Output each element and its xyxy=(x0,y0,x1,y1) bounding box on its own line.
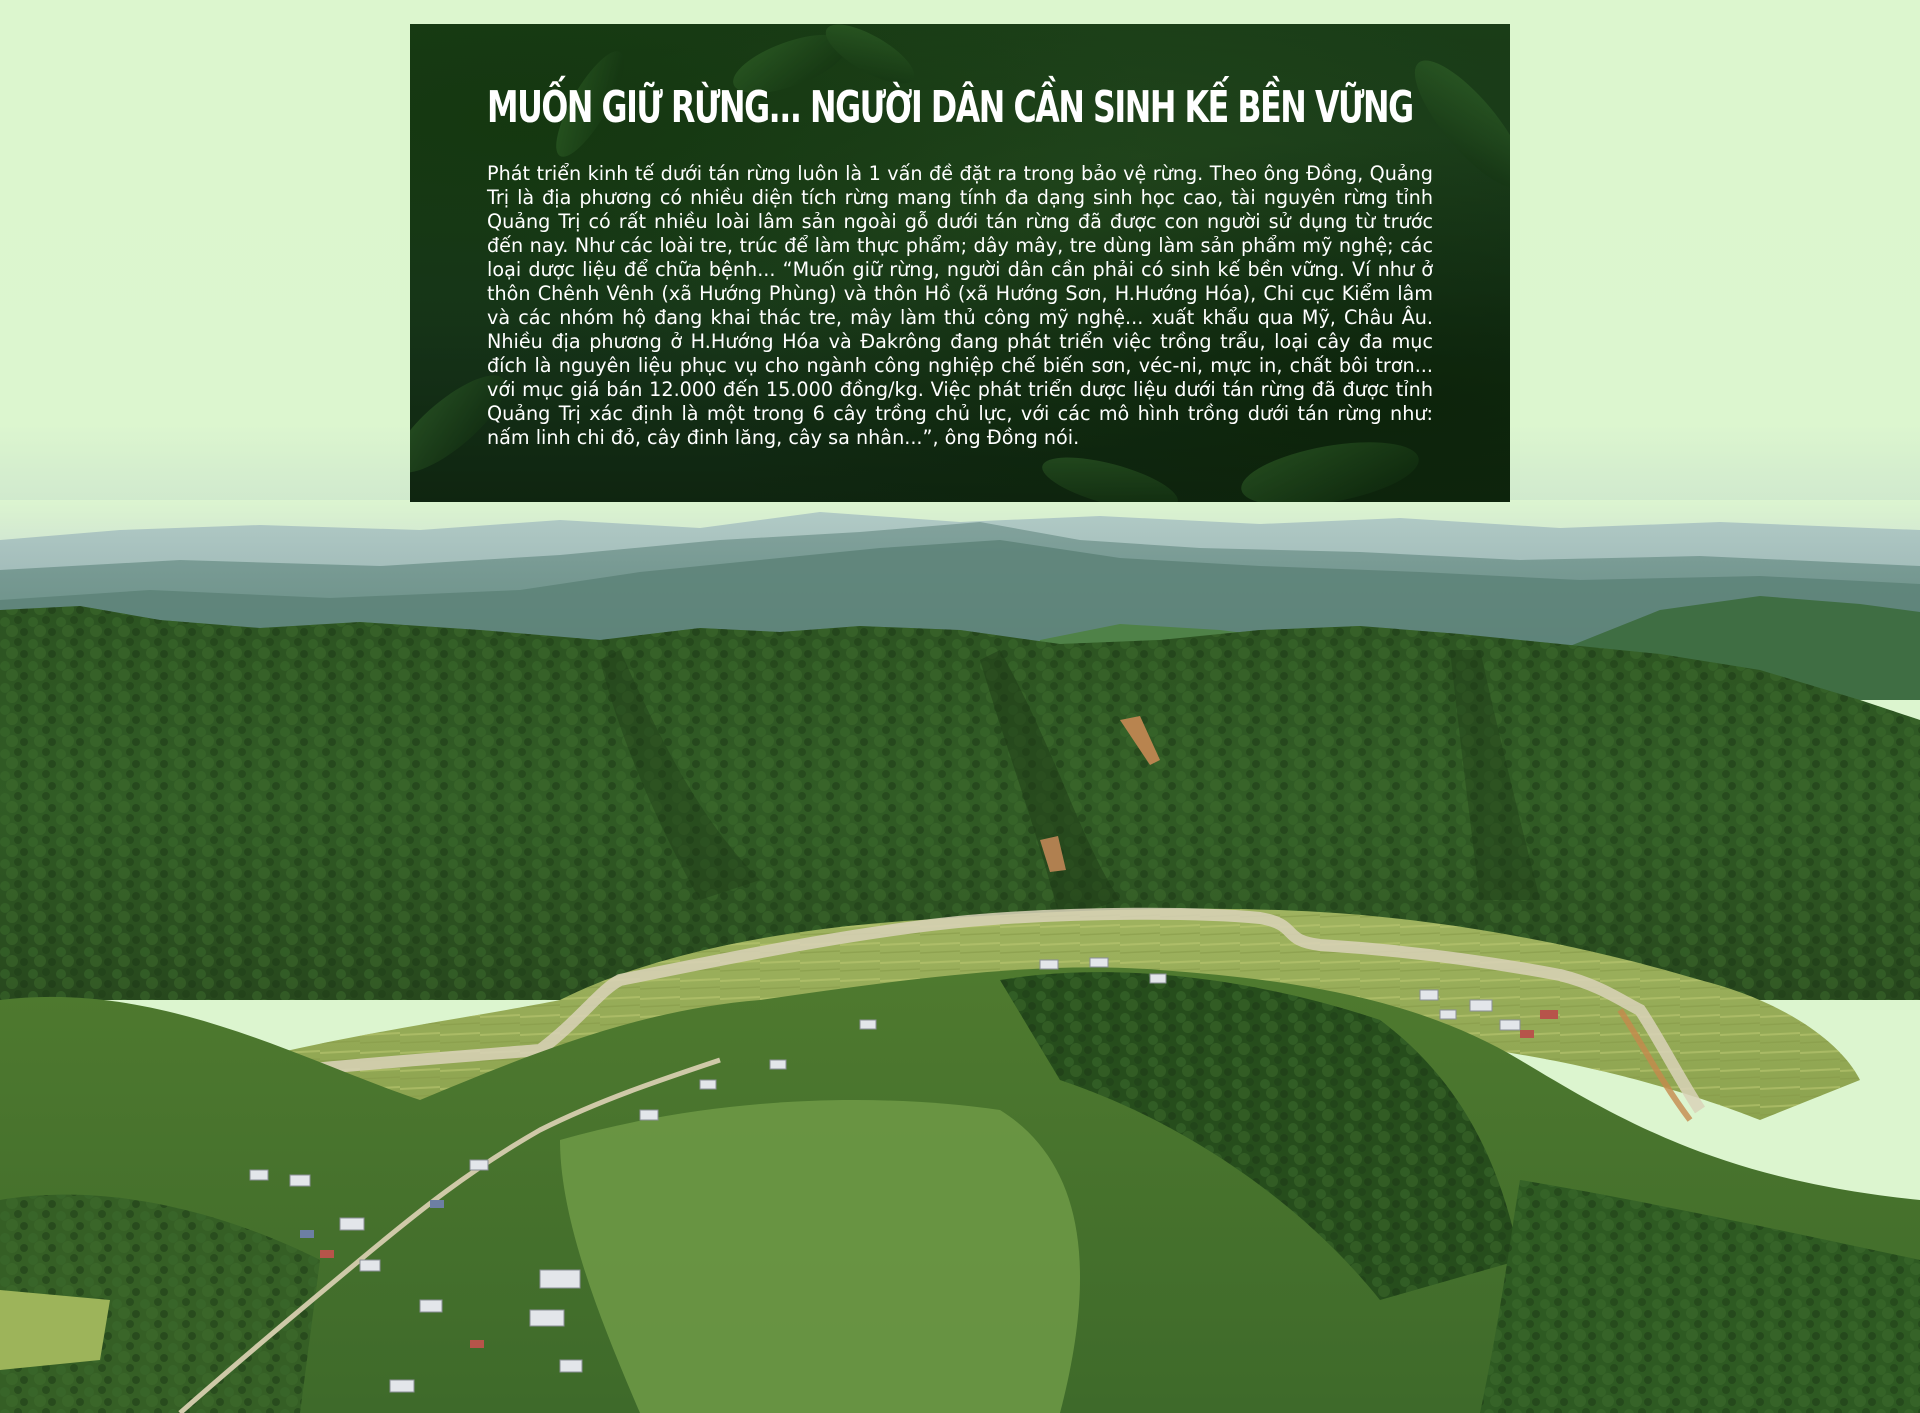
article-title: MUỐN GIỮ RỪNG... NGƯỜI DÂN CẦN SINH KẾ BỀN VỮNG xyxy=(487,82,1413,133)
article-panel xyxy=(410,24,1510,502)
article-body-paragraph: Phát triển kinh tế dưới tán rừng luôn là 1 vấn đề đặt ra trong bảo vệ rừng. Theo ông Đồng, Quảng Trị là địa phương có nhiều diện tích rừng mang tính đa dạng sinh học cao, tài nguyên rừng tỉnh Quảng Trị có rất nhiều loài lâm sản ngoài gỗ dưới tán rừng đã được con người sử dụng từ trước đến nay. Như các loài tre, trúc để làm thực phẩm; dây mây, tre dùng làm sản phẩm mỹ nghệ; các loại dược liệu để chữa bệnh... “Muốn giữ rừng, người dân cần phải có sinh kế bền vững. Ví như ở thôn Chênh Vênh (xã Hướng Phùng) và thôn Hồ (xã Hướng Sơn, H.Hướng Hóa), Chi cục Kiểm lâm và các nhóm hộ đang khai thác tre, mây làm thủ công mỹ nghệ... xuất khẩu qua Mỹ, Châu Âu. Nhiều địa phương ở H.Hướng Hóa và Đakrông đang phát triển việc trồng trẩu, loại cây đa mục đích là nguyên liệu phục vụ cho ngành công nghiệp chế biến sơn, véc-ni, mực in, chất bôi trơn... với mục giá bán 12.000 đến 15.000 đồng/kg. Việc phát triển dược liệu dưới tán rừng đã được tỉnh Quảng Trị xác định là một trong 6 cây trồng chủ lực, với các mô hình trồng dưới tán rừng như: nấm linh chi đỏ, cây đinh lăng, cây sa nhân...”, ông Đồng nói. xyxy=(487,162,1433,449)
